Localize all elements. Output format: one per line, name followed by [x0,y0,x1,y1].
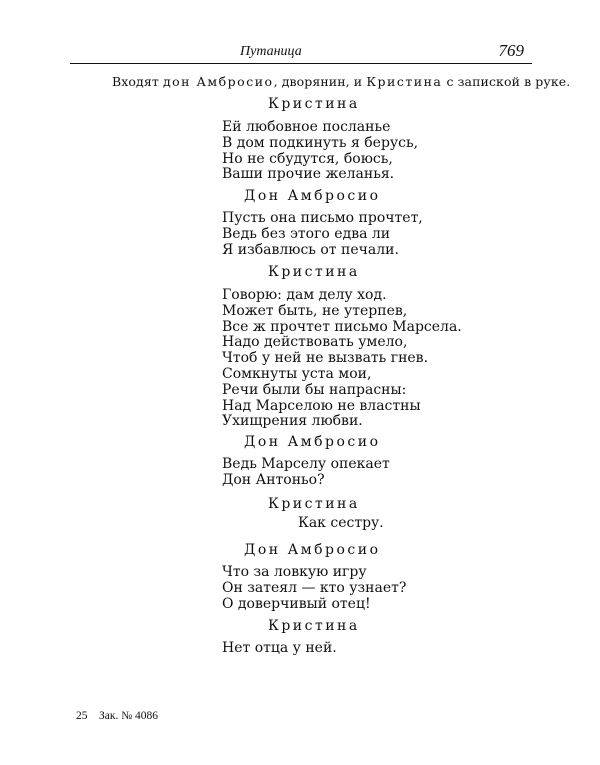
stage-direction [112,74,570,89]
verse-line: Ей любовное посланье [222,119,391,135]
verse-line: В дом подкинуть я берусь, [222,134,419,151]
running-title: Путаница [240,44,302,59]
verse-block [298,516,384,532]
verse-block [222,457,390,489]
verse-line: Ухищрения любви. [222,413,363,430]
verse-line: Надо действовать умело, [222,334,408,351]
speaker-name: Дон Амбросио [244,434,381,450]
stage-direction-prefix: Входят [112,74,163,89]
signature-number: 25 [76,710,88,722]
stage-direction-name-ambrosio: дон Амбросио [162,74,274,89]
verse-line: Дон Антоньо? [222,471,325,488]
stage-direction-name-kristina: Кристина [366,74,443,89]
verse-line: Ведь Марселу опекает [222,456,390,472]
verse-block [222,288,462,430]
page-number: 769 [498,41,524,60]
verse-line: О доверчивый отец! [222,595,371,612]
verse-line: Чтоб у ней не вызвать гнев. [222,350,429,367]
verse-line: Речи были бы напрасны: [222,381,407,398]
verse-line: Как сестру. [298,515,384,531]
speaker-name: Кристина [268,264,360,280]
verse-line: Все ж прочтет письмо Марсела. [222,318,462,335]
verse-block [222,641,337,657]
print-order: Зак. № 4086 [99,710,159,722]
verse-block [222,211,423,258]
verse-line: Пусть она письмо прочтет, [222,210,423,226]
verse-line: Но не сбудутся, боюсь, [222,150,393,167]
verse-line: Я избавлюсь от печали. [222,241,399,258]
verse-line: Он затеял — кто узнает? [222,579,407,596]
speaker-name: Кристина [268,96,360,112]
verse-line: Ваши прочие желанья. [222,166,395,183]
speaker-name: Кристина [268,496,360,512]
verse-line: Говорю: дам делу ход. [222,287,387,303]
verse-line: Над Марселою не властны [222,397,421,414]
stage-direction-suffix: с запиской в руке. [442,74,571,89]
verse-block [222,120,418,183]
header-rule [70,63,532,64]
verse-line: Ведь без этого едва ли [222,225,391,242]
speaker-name: Кристина [268,618,360,634]
verse-line: Может быть, не утерпев, [222,302,408,319]
speaker-name: Дон Амбросио [244,188,381,204]
page-footer [76,710,158,722]
stage-direction-middle: , дворянин, и [273,74,367,89]
verse-line: Что за ловкую игру [222,564,367,580]
verse-line: Нет отца у ней. [222,640,337,656]
verse-line: Сомкнуты уста мои, [222,365,372,382]
verse-block [222,565,406,612]
speaker-name: Дон Амбросио [244,542,381,558]
